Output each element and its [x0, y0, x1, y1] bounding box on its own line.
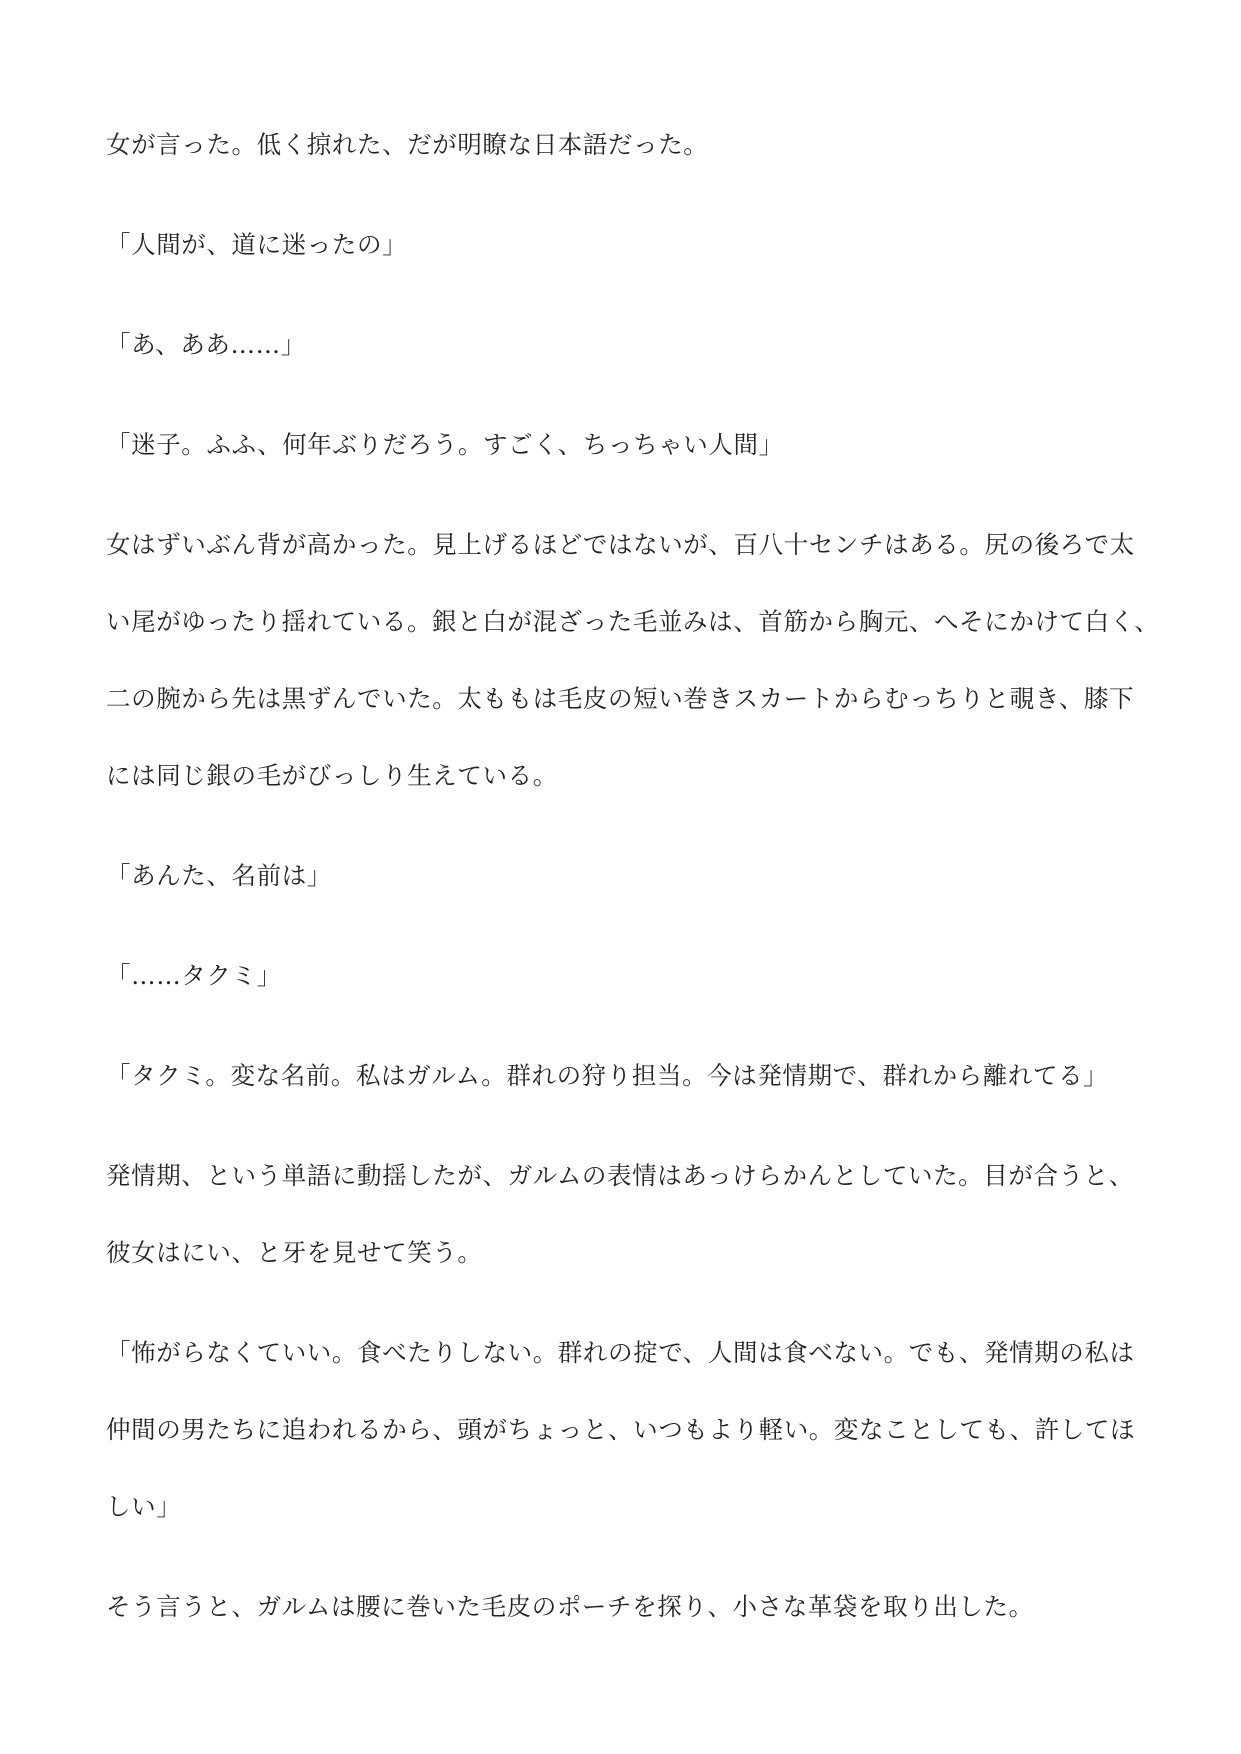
text-line: しい」 — [106, 1492, 182, 1521]
text-line: 「人間が、道に迷ったの」 — [106, 230, 408, 259]
text-line: 二の腕から先は黒ずんでいた。太ももは毛皮の短い巻きスカートからむっちりと覗き、膝下 — [106, 684, 1135, 713]
text-line: には同じ銀の毛がびっしり生えている。 — [106, 761, 558, 790]
text-line: 「……タクミ」 — [106, 961, 282, 990]
text-line: 女が言った。低く掠れた、だが明瞭な日本語だった。 — [106, 130, 709, 159]
text-line: 「タクミ。変な名前。私はガルム。群れの狩り担当。今は発情期で、群れから離れてる」 — [106, 1061, 1109, 1090]
document-body — [106, 128, 1160, 1624]
text-line: そう言うと、ガルムは腰に巻いた毛皮のポーチを探り、小さな革袋を取り出した。 — [106, 1592, 1034, 1621]
text-line: 発情期、という単語に動揺したが、ガルムの表情はあっけらかんとしていた。目が合うと、 — [106, 1161, 1134, 1190]
text-line: 「あんた、名前は」 — [106, 861, 332, 890]
text-line: 「あ、ああ……」 — [106, 330, 306, 359]
text-line: 「怖がらなくていい。食べたりしない。群れの掟で、人間は食べない。でも、発情期の私は — [106, 1338, 1135, 1367]
text-line: 女はずいぶん背が高かった。見上げるほどではないが、百八十センチはある。尻の後ろで太 — [106, 530, 1135, 559]
text-line: 彼女はにい、と牙を見せて笑う。 — [106, 1238, 483, 1267]
text-line: い尾がゆったり揺れている。銀と白が混ざった毛並みは、首筋から胸元、へそにかけて白く、 — [106, 607, 1160, 636]
text-line: 仲間の男たちに追われるから、頭がちょっと、いつもより軽い。変なことしても、許してほ — [106, 1415, 1136, 1444]
text-line: 「迷子。ふふ、何年ぶりだろう。すごく、ちっちゃい人間」 — [106, 430, 784, 459]
